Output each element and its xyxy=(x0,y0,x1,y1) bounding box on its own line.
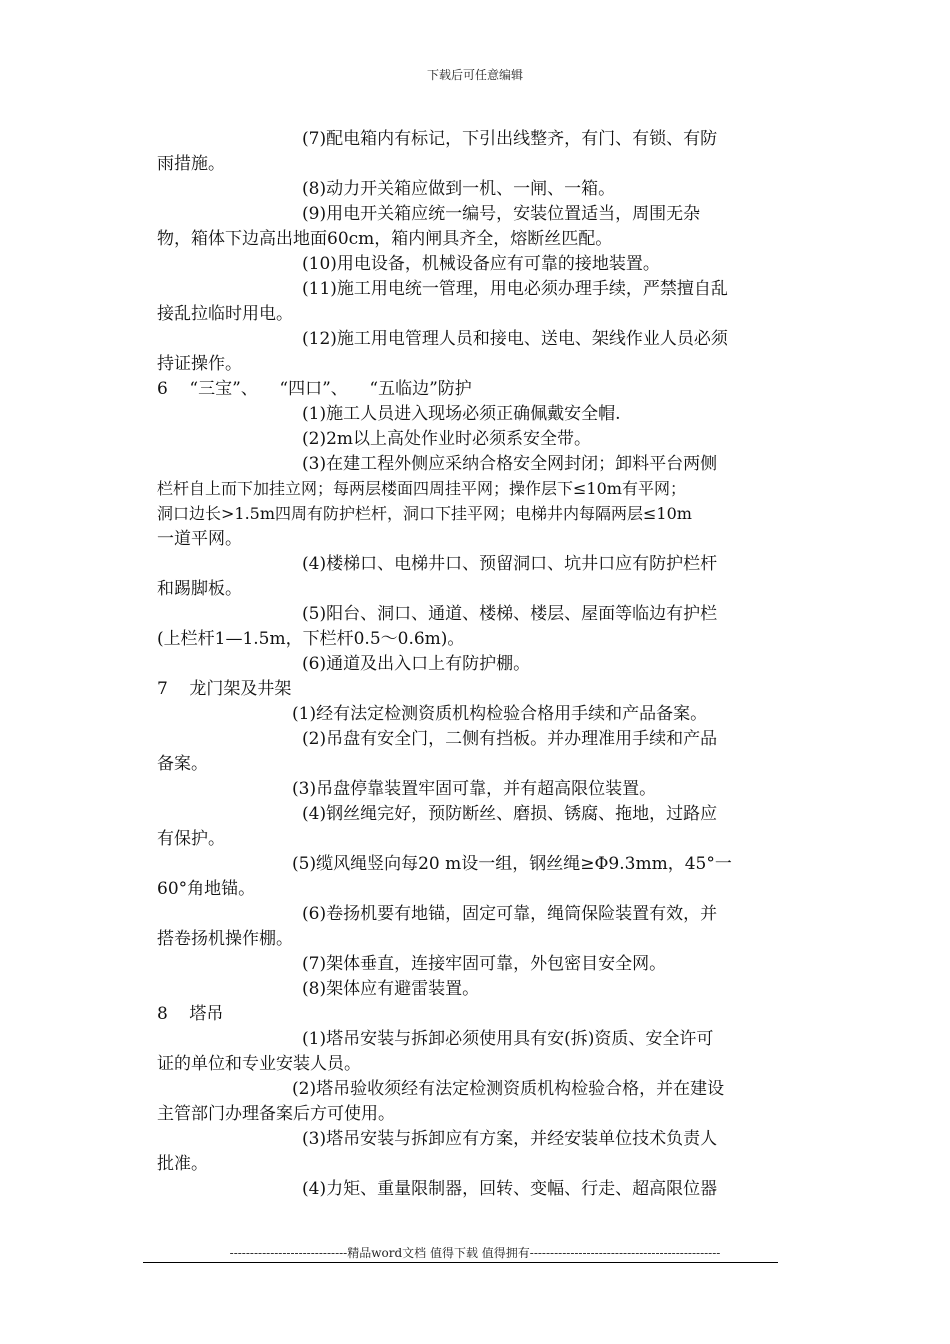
text-line: 接乱拉临时用电。 xyxy=(157,304,293,324)
text-line: (7)架体垂直，连接牢固可靠，外包密目安全网。 xyxy=(302,954,667,974)
text-line: (4)力矩、重量限制器，回转、变幅、行走、超高限位器 xyxy=(302,1179,718,1199)
text-line: 雨措施。 xyxy=(157,154,225,174)
text-line: (4)楼梯口、电梯井口、预留洞口、坑井口应有防护栏杆 xyxy=(302,554,718,574)
text-line: (2)塔吊验收须经有法定检测资质机构检验合格，并在建设 xyxy=(292,1079,725,1099)
text-line: (6)通道及出入口上有防护棚。 xyxy=(302,654,531,674)
text-line: (8)架体应有避雷装置。 xyxy=(302,979,480,999)
text-line: (11)施工用电统一管理，用电必须办理手续，严禁擅自乱 xyxy=(302,279,728,299)
page-header: 下载后可任意编辑 xyxy=(426,68,523,82)
text-line: (1)施工人员进入现场必须正确佩戴安全帽. xyxy=(302,404,621,424)
section-heading: 7 龙门架及井架 xyxy=(157,679,292,699)
text-line: (3)在建工程外侧应采纳合格安全网封闭；卸料平台两侧 xyxy=(302,454,718,474)
text-line: 有保护。 xyxy=(157,829,225,849)
text-line: (2)2m以上高处作业时必须系安全带。 xyxy=(302,429,592,449)
text-line: 和踢脚板。 xyxy=(157,579,242,599)
text-line: (9)用电开关箱应统一编号，安装位置适当，周围无杂 xyxy=(302,204,701,224)
section-heading: 6 “三宝”、 “四口”、 “五临边”防护 xyxy=(157,379,472,399)
text-line: 洞口边长>1.5m四周有防护栏杆，洞口下挂平网；电梯井内每隔两层≤10m xyxy=(157,504,692,523)
text-line: (5)阳台、洞口、通道、楼梯、楼层、屋面等临边有护栏 xyxy=(302,604,718,624)
text-line: (6)卷扬机要有地锚，固定可靠，绳筒保险装置有效，并 xyxy=(302,904,718,924)
text-line: (12)施工用电管理人员和接电、送电、架线作业人员必须 xyxy=(302,329,728,349)
footer-divider xyxy=(143,1262,778,1263)
text-line: (上栏杆1—1.5m，下栏杆0.5～0.6m)。 xyxy=(157,629,465,649)
text-line: (10)用电设备，机械设备应有可靠的接地装置。 xyxy=(302,254,660,274)
text-line: (1)经有法定检测资质机构检验合格用手续和产品备案。 xyxy=(292,704,708,724)
section-heading: 8 塔吊 xyxy=(157,1004,224,1024)
text-line: (1)塔吊安装与拆卸必须使用具有安(拆)资质、安全许可 xyxy=(302,1029,714,1049)
text-line: (2)吊盘有安全门，二侧有挡板。并办理准用手续和产品 xyxy=(302,729,718,749)
text-line: 证的单位和专业安装人员。 xyxy=(157,1054,361,1074)
text-line: 栏杆自上而下加挂立网；每两层楼面四周挂平网；操作层下≤10m有平网； xyxy=(157,479,686,498)
text-line: 备案。 xyxy=(157,754,208,774)
text-line: (3)吊盘停靠装置牢固可靠，并有超高限位装置。 xyxy=(292,779,657,799)
text-line: 物，箱体下边高出地面60cm，箱内闸具齐全，熔断丝匹配。 xyxy=(157,229,613,249)
text-line: 一道平网。 xyxy=(157,529,242,549)
text-line: (4)钢丝绳完好，预防断丝、磨损、锈腐、拖地，过路应 xyxy=(302,804,718,824)
text-line: (8)动力开关箱应做到一机、一闸、一箱。 xyxy=(302,179,616,199)
page-footer: -----------------------------精品word文档 值得下载 值得拥有----------------------------------------------- xyxy=(229,1246,721,1260)
text-line: 主管部门办理备案后方可使用。 xyxy=(157,1104,395,1124)
text-line: (5)缆风绳竖向每20 m设一组，钢丝绳≥Φ9.3mm，45°一 xyxy=(292,854,732,874)
text-line: 持证操作。 xyxy=(157,354,242,374)
text-line: 搭卷扬机操作棚。 xyxy=(157,929,293,949)
text-line: (7)配电箱内有标记，下引出线整齐，有门、有锁、有防 xyxy=(302,129,718,149)
text-line: 60°角地锚。 xyxy=(157,879,256,899)
text-line: (3)塔吊安装与拆卸应有方案，并经安装单位技术负责人 xyxy=(302,1129,718,1149)
text-line: 批准。 xyxy=(157,1154,208,1174)
